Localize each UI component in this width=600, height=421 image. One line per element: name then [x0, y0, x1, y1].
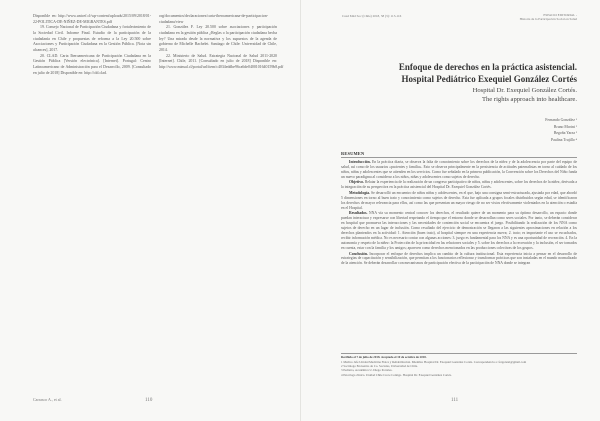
footnote-item: 1 Médico Jefe Unidad Medicina Física y Rehabilitación. Miembro Hospital Dr. Exequiel González Cortés. Correspondencia a: fergonzal@gmail.com	[341, 359, 527, 364]
page-number-right: 111	[451, 398, 459, 403]
abstract-paragraph-objective: Objetivo. Relatar la experiencia de la realización de un congreso participativo de niños, niñas y adolescentes, sobre los derechos de la niñez, derivada a la integración de su perspectiva en la práctica asistencial del Hospital Dr. Exequiel González Cortés.	[341, 180, 577, 190]
right-page	[300, 0, 600, 421]
footnote-item: 3 Pediatra, Académica U. Diego Portales.	[341, 368, 393, 373]
author-name: Paulina Trujillo ⁴	[550, 137, 577, 142]
running-head-section-line1: ESPACIO EDITORIAL -	[543, 13, 577, 17]
author-list	[457, 117, 577, 143]
article-title	[357, 62, 577, 85]
reference-column-2	[159, 14, 284, 71]
received-accepted-line: Recibido el 7 de julio de 2018. Aceptado el 10 de octubre de 2018.	[341, 355, 427, 359]
reference-entry: 19. Consejo Nacional de Participación Ciudadana y fortalecimiento de la Sociedad Civil. Informe Final. Estudio de la participación de la ciudadanía en Chile y propuestas de reforma a la Ley 20.500 sobre Asociaciones y Participación Ciudadana en la Gestión Pública. [Nota sin alcances], 2017.	[33, 25, 151, 52]
reference-entry: 22. Ministerio de Salud. Estrategia Nacional de Salud 2011-2020 [Internet]. Chile, 2011. [Consultado en julio de 2018] Disponible en: http://www.minsal.cl/portal/url/item/c4034eddbe96ca6de0400101640159b8.pdf	[159, 53, 284, 69]
running-head-section	[457, 13, 577, 21]
page-number-left: 110	[145, 398, 153, 403]
article-title-english	[357, 87, 577, 104]
abstract-paragraph-conclusion: Conclusión. Incorporar el enfoque de derechos implica un cambio de la cultura institucional. Esta experiencia inicia a pensar en el desarrollo de estrategias de capacitación y sensibilización, que permitan a los funcionarios reflexionar y transformar prácticas que son instaladas en el mundo normalizado de la atención. Se deberán desarrollar con mecanismos de participación efectiva de la participación de NNA donde se integran	[341, 251, 577, 266]
footnotes	[341, 355, 577, 377]
footnote-item: 2 Sociólogo Encuentro de Co. Sociales, Universidad de Chile.	[341, 363, 418, 368]
reference-entry: 21. González F. Ley 20.500 sobre asociaciones y participación ciudadana en la gestión pública ¿Reglas o la participación ciudadana hecha ley? Una mirada desde la normativa y los supuestos de la agenda de gobierno de Michelle Bachelet. Santiago de Chile: Universidad de Chile, 2014.	[159, 25, 277, 52]
abstract-paragraph-results: Resultados. NNA vía su momento central conocer los derechos, el resultado quiere de un momento para su óptimo desarrollo, un espacio donde puedan interactuar y expresarse con libertad respetando el tiempo que el entorno donde se desarrollan como seres sociales. Por tanto, se deberán considerar en hospital que promueva las interacciones y las necesidades de contención social se encuentra el juego. Posibilitando la realización de los NNA como sujetos de derecho en un lugar de inclusión. Como resultado del ejercicio de demostración se llegaron a las siguientes aproximaciones en relación a los derechos planteados en la actividad: 1. Atención (buen trato), al hospital siempre en una experiencia nueva; 2. trato; es importante el uso se escuchados, recibir información médica. No es necesario contar con algunas acciones: 3. juego es fundamental para los NNA y es una oportunidad de recreación. 4. En la autonomía y respeto de la niñez: la Protección de la privacidad en las relaciones sociales y 5. sobre los derechos a la recreación y la inclusión, el ser tomados en cuenta, estar con la familia y los amigos; aparecen como derechos mencionados en las producciones colectivas de los grupos.	[341, 211, 577, 250]
footnote-item: 4 Psicóloga clínica. Unidad Chile Crece Contigo. Hospital Dr. Exequiel González Cortés.	[341, 372, 452, 377]
reference-entry: 20. CLAD. Carta Iberoamericana de Participación Ciudadana en la Gestión Pública [Versión electrónica]. [Internet]. Portugal: Centro Latinoamericano de Administración para el Desarrollo, 2009. [Consultado en julio de 2018] Disponible en: http://old.clad.	[33, 53, 151, 75]
abstract-heading: RESUMEN	[341, 151, 365, 156]
author-name: Bruno Morini ²	[553, 124, 577, 129]
reference-entry: org/documentos/declaraciones/carta-iberoamericana-de-participacion-ciudadana/view	[159, 14, 269, 24]
running-head-journal: Cuad Méd Soc (Chile) 2018, 58 (3): 113-116	[342, 14, 402, 18]
running-head-section-line2: Historia de la Participación Social en Salud	[519, 17, 577, 22]
reference-column-1	[33, 14, 151, 76]
article-title-line1: Enfoque de derechos en la práctica asistencial.	[398, 62, 577, 72]
abstract-paragraph-introduction: Introducción. En la práctica diaria, se observa la falta de conocimiento sobre los derechos de la niñez y de la adolescencia por parte del equipo de salud, así como de los usuarios «pacientes y familia». Esto se observa principalmente en la persistencia de actitudes paternalistas en torno al cuidado de los niños, niñas y adolescentes que se atienden en los servicios. Como fue señalado en la primera publicación, la Convención sobre los Derechos del Niño funda un nuevo paradigma al considerar a los niños, niñas y adolescentes como sujetos de derecho.	[341, 160, 577, 179]
footnote-rule	[341, 353, 577, 354]
author-name: Fernando González ¹	[545, 118, 577, 122]
folio-author: Carrasco A., et al.	[33, 397, 62, 402]
article-title-english-line1: Hospital Dr. Exequiel González Cortés.	[472, 87, 577, 94]
article-title-line2: Hospital Pediátrico Exequiel González Cortés	[401, 73, 577, 84]
reference-entry: Disponible en: http://www.unicef.cl/wp-content/uploads/2015/09/2018/01-22-POLITICA-DE-NIÑEZ-DE-MIGRANTES.pdf	[33, 14, 151, 24]
abstract-paragraph-methodology: Metodología. Se desarrolló un encuentro de niños niñas y adolescentes, en el que, bajo una consigna semi-estructurada, ajustada por edad, que abordó 5 dimensiones en torno al buen trato y conocimiento como sujetos de derecho. Esta fue aplicada a grupos focales distribuidos según edad, se identificaron los derechos de mayor relevancia para ellos, así como las que presentan un mayor riesgo de no ser vistos efectivamente violentados en la atención o estadía en el Hospital.	[341, 190, 577, 210]
abstract-body	[341, 160, 577, 267]
author-name: Begoña Yarza ³	[553, 131, 577, 135]
article-title-english-line2: The rights approach into healthcare.	[481, 95, 577, 103]
abstract-top-rule	[341, 157, 577, 158]
